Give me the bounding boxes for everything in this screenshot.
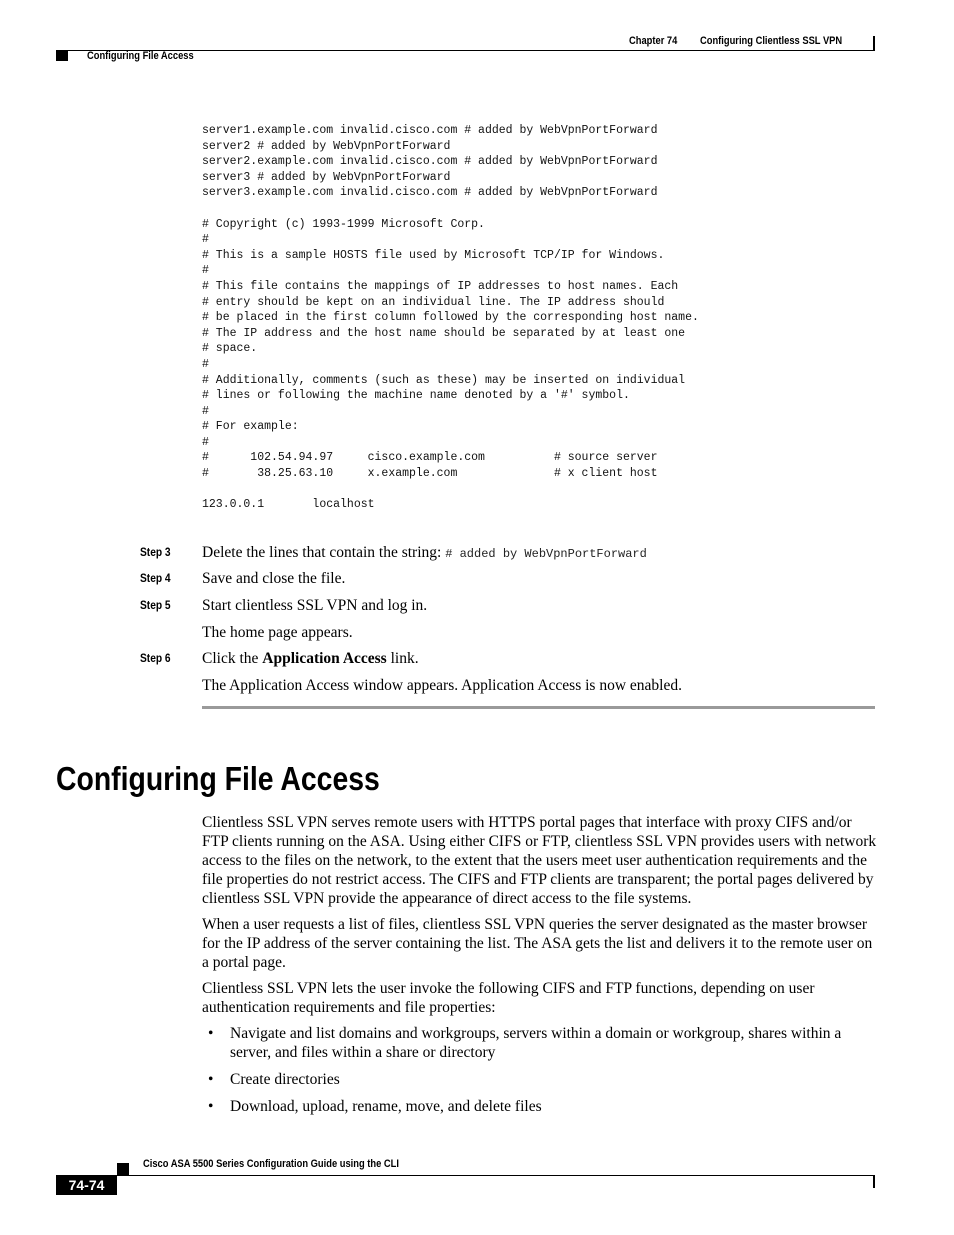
list-item [202, 1097, 878, 1116]
header-marker-block [56, 51, 68, 61]
list-item-text: Create directories [230, 1071, 340, 1088]
list-item [202, 1070, 878, 1089]
bullet-icon: • [208, 1098, 214, 1115]
footer-marker-block [117, 1163, 129, 1175]
step-6-text [202, 649, 419, 668]
header-section: Configuring File Access [87, 50, 194, 62]
step-3-text [202, 543, 647, 564]
step-6-note: The Application Access window appears. Application Access is now enabled. [202, 677, 682, 694]
step-3-code: # added by WebVpnPortForward [445, 547, 647, 561]
step-4-text: Save and close the file. [202, 570, 346, 587]
step-5-text: Start clientless SSL VPN and log in. [202, 597, 428, 614]
step-3-label: Step 3 [140, 545, 171, 559]
hosts-file-code-block: server1.example.com invalid.cisco.com # added by WebVpnPortForward server2 # added by WebVpnPortForward server2.example.com invalid.cisco.com # added by WebVpnPortForward server3 # added by WebVpnPortForward server3.example.com invalid.cisco.com # added by WebVpnPortForward # Copyright (c) 1993-1999 Microsoft Corp. # # This is a sample HOSTS file used by Microsoft TCP/IP for Windows. # # This file contains the mappings of IP addresses to host names. Each # entry should be kept on an individual line. The IP address should # be placed in the first column followed by the corresponding host name. # The IP address and the host name should be separated by at least one # space. # # Additionally, comments (such as these) may be inserted on individual # lines or following the machine name denoted by a '#' symbol. # # For example: # # 102.54.94.97 cisco.example.com # source server # 38.25.63.10 x.example.com # x client host 123.0.0.1 localhost [202, 124, 699, 512]
paragraph-3: Clientless SSL VPN lets the user invoke the following CIFS and FTP functions, depending on user authentication requirements and file properties: [202, 980, 815, 1016]
step-4-label: Step 4 [140, 571, 171, 585]
bullet-icon: • [208, 1025, 214, 1042]
step-5-label: Step 5 [140, 598, 171, 612]
header-vertical-rule [873, 36, 875, 50]
paragraph-2: When a user requests a list of files, clientless SSL VPN queries the server designated as the master browser for the IP address of the server containing the list. The ASA gets the list and delivers it to the remote user on a portal page. [202, 916, 873, 971]
step-3-instruction: Delete the lines that contain the string: [202, 544, 446, 561]
procedure-end-rule [202, 706, 875, 709]
list-item-text: Download, upload, rename, move, and delete files [230, 1098, 542, 1115]
step-6-label: Step 6 [140, 651, 171, 665]
step-6-pre: Click the [202, 650, 263, 667]
list-item [202, 1024, 878, 1062]
application-access-link-label: Application Access [262, 650, 387, 667]
step-6-post: link. [386, 650, 419, 667]
footer-rule [117, 1175, 875, 1176]
paragraph-1: Clientless SSL VPN serves remote users with HTTPS portal pages that interface with proxy CIFS and/or FTP clients running on the ASA. Using either CIFS or FTP, clientless SSL VPN provides users with network access to the files on the network, to the extent that the users meet user authentication requirements and the file properties do not restrict access. The CIFS and FTP clients are transparent; the portal pages delivered by clientless SSL VPN provide the appearance of direct access to the file systems. [202, 814, 877, 907]
header-chapter: Chapter 74 [629, 35, 678, 47]
footer-vertical-rule [873, 1175, 875, 1188]
bullet-icon: • [208, 1071, 214, 1088]
step-5-note: The home page appears. [202, 624, 353, 641]
header-chapter-title: Configuring Clientless SSL VPN [700, 35, 843, 47]
function-list [202, 1024, 878, 1116]
section-title: Configuring File Access [56, 760, 380, 797]
section-body [202, 813, 878, 1124]
footer-book-title: Cisco ASA 5500 Series Configuration Guide using the CLI [143, 1158, 399, 1170]
page-number: 74-74 [56, 1175, 117, 1195]
list-item-text: Navigate and list domains and workgroups, servers within a domain or workgroup, shares within a server, and files within a share or directory [230, 1025, 842, 1061]
